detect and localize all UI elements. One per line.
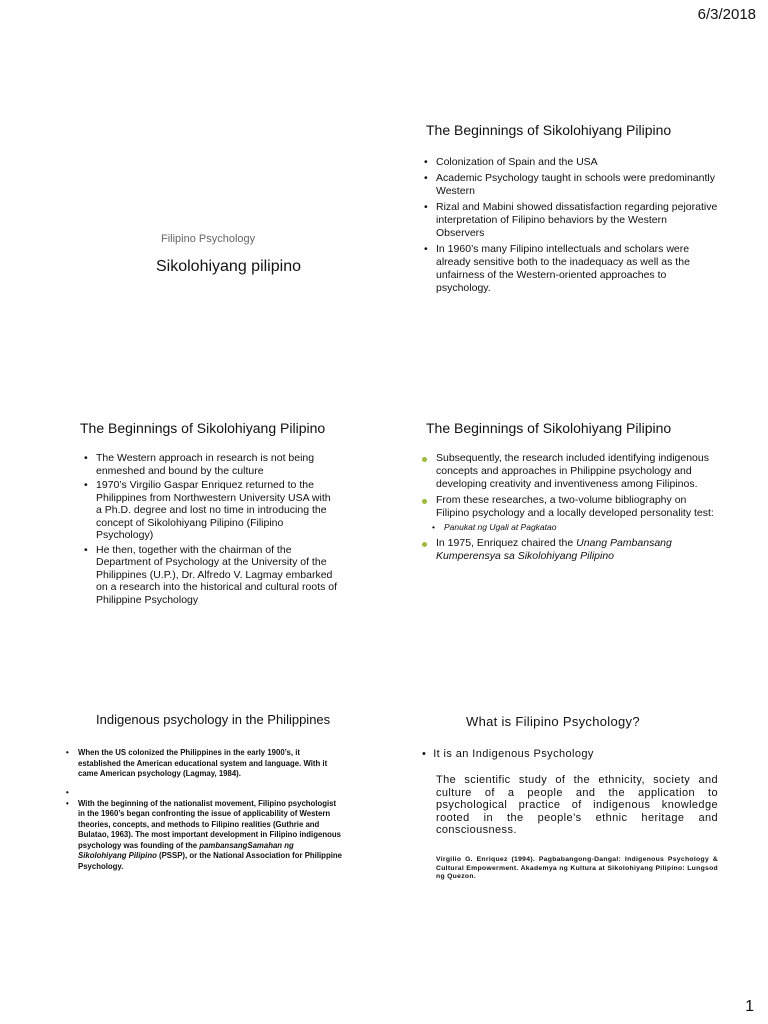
list-item: • Colonization of Spain and the USA — [424, 156, 598, 168]
slide3-bullets — [82, 452, 338, 606]
list-item: • — [66, 787, 69, 797]
list-item: • The Western approach in research is not being enmeshed and bound by the culture — [84, 452, 315, 477]
list-item: • In 1960’s many Filipino intellectuals and scholars were already sensitive both to the inadequacy as well as the unfairness of the Western-oriented approaches to psychology. — [424, 243, 690, 294]
slide-title — [44, 90, 374, 350]
page-number: 1 — [745, 998, 754, 1015]
sub-list-item: • Panukat ng Ugali at Pagkatao — [432, 522, 557, 532]
slide6-citation: Virgilio G. Enriquez (1994). Pagbabangong-Dangal: Indigenous Psychology & Cultural Empowerment. Akademya ng Kultura at Sikolohiyang Pilipino: Lungsod ng Quezon. — [436, 856, 718, 880]
list-item: From these researches, a two-volume bibliography on Filipino psychology and a locally developed personality test: — [422, 494, 722, 520]
slide2-title: The Beginnings of Sikolohiyang Pilipino — [426, 122, 672, 138]
slide-beginnings-2 — [44, 390, 374, 650]
list-item: • Academic Psychology taught in schools were predominantly Western — [424, 172, 715, 197]
slide3-title: The Beginnings of Sikolohiyang Pilipino — [80, 420, 326, 436]
slide6-bullet: • It is an Indigenous Psychology — [422, 748, 594, 760]
list-item: • 1970’s Virgilio Gaspar Enriquez returned to the Philippines from Northwestern University USA with a Ph.D. degree and lost no time in introducing the concept of Sikolohiyang Pilipino (Filipino Psychology) — [84, 479, 331, 541]
slide2-bullets — [422, 156, 718, 295]
slide-what-is — [418, 690, 748, 950]
slide-beginnings-1 — [418, 90, 748, 350]
slide5-title: Indigenous psychology in the Philippines — [96, 712, 331, 727]
slide-beginnings-3 — [418, 390, 748, 650]
list-item: In 1975, Enriquez chaired the Unang Pambansang Kumperensya sa Sikolohiyang Pilipino — [422, 537, 722, 563]
slide5-bullets — [64, 748, 344, 872]
slide4-title: The Beginnings of Sikolohiyang Pilipino — [426, 420, 672, 436]
green-bullet-icon — [422, 499, 427, 504]
slide-indigenous — [44, 690, 374, 950]
slide6-title: What is Filipino Psychology? — [466, 714, 640, 729]
list-item: • He then, together with the chairman of the Department of Psychology at the University of the Philippines (U.P.), Dr. Alfredo V. Lagmay embarked on a research into the historical and cultural roots of Philippine Psychology — [84, 543, 338, 606]
slide1-subtitle: Filipino Psychology — [161, 233, 256, 245]
list-item: • Rizal and Mabini showed dissatisfaction regarding pejorative interpretation of Filipino behaviors by the Western Observers — [424, 201, 718, 239]
list-item: • With the beginning of the nationalist movement, Filipino psychologist in the 1960’s began confronting the issue of applicability of Western theories, concepts, and methods to Filipino realities (Guthrie and Bulatao, 1963). The most important development in Filipino indigenous psychology was founding of the pambansangSamahan ng Sikolohiyang Pilipino (PSSP), or the National Association for Philippine Psychology. — [66, 798, 342, 871]
slide6-paragraph: The scientific study of the ethnicity, society and culture of a people and the application to psychological practice of indigenous knowledge rooted in the people’s ethnic heritage and consciousness. — [436, 774, 718, 836]
green-bullet-icon — [422, 457, 427, 462]
slide4-bullets — [422, 452, 722, 563]
slide1-title: Sikolohiyang pilipino — [156, 258, 301, 275]
list-item: Subsequently, the research included identifying indigenous concepts and approaches in Philippine psychology and developing creativity and inventiveness among Filipinos. — [422, 452, 722, 491]
header-date: 6/3/2018 — [697, 6, 756, 23]
green-bullet-icon — [422, 542, 427, 547]
list-item: • When the US colonized the Philippines in the early 1900’s, it established the American educational system and language. With it came American psychology (Lagmay, 1984). — [66, 748, 328, 778]
